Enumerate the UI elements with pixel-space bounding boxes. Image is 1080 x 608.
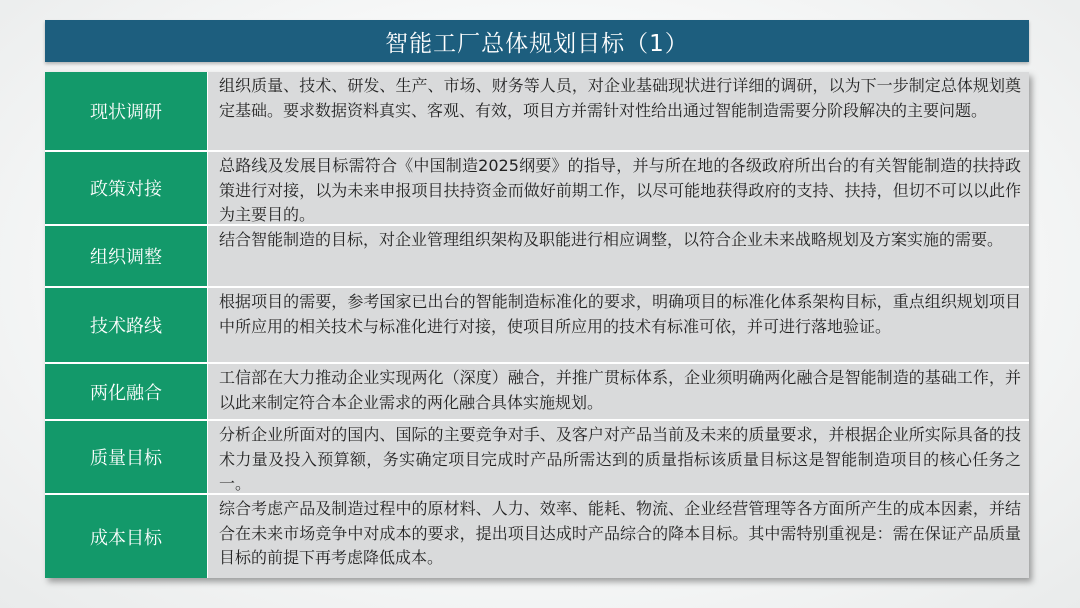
- row-label: 政策对接: [45, 152, 208, 224]
- table-row: [45, 152, 1029, 224]
- table-row: [45, 364, 1029, 419]
- row-label: 技术路线: [45, 288, 208, 362]
- row-label: 现状调研: [45, 72, 208, 150]
- table-row: [45, 226, 1029, 286]
- row-description: 根据项目的需要，参考国家已出台的智能制造标准化的要求，明确项目的标准化体系架构目标，重点组织规划项目中所应用的相关技术与标准化进行对接，使项目所应用的技术有标准可依，并可进行落地验证。: [208, 288, 1029, 362]
- table-row: [45, 495, 1029, 578]
- table-row: [45, 421, 1029, 493]
- row-label: 两化融合: [45, 364, 208, 419]
- row-description: 综合考虑产品及制造过程中的原材料、人力、效率、能耗、物流、企业经营管理等各方面所产生的成本因素，并结合在未来市场竞争中对成本的要求，提出项目达成时产品综合的降本目标。其中需特别重视是：需在保证产品质量目标的前提下再考虑降低成本。: [208, 495, 1029, 578]
- row-description: 总路线及发展目标需符合《中国制造2025纲要》的指导，并与所在地的各级政府所出台的有关智能制造的扶持政策进行对接，以为未来申报项目扶持资金而做好前期工作，以尽可能地获得政府的支持、扶持，但切不可以以此作为主要目的。: [208, 152, 1029, 224]
- row-description: 结合智能制造的目标，对企业管理组织架构及职能进行相应调整，以符合企业未来战略规划及方案实施的需要。: [208, 226, 1029, 286]
- row-label: 质量目标: [45, 421, 208, 493]
- slide-title: 智能工厂总体规划目标（1）: [385, 30, 689, 57]
- planning-table: [45, 72, 1029, 578]
- row-description: 工信部在大力推动企业实现两化（深度）融合，并推广贯标体系，企业须明确两化融合是智能制造的基础工作，并以此来制定符合本企业需求的两化融合具体实施规划。: [208, 364, 1029, 419]
- table-row: [45, 72, 1029, 150]
- row-label: 成本目标: [45, 495, 208, 578]
- row-description: 组织质量、技术、研发、生产、市场、财务等人员，对企业基础现状进行详细的调研，以为下一步制定总体规划奠定基础。要求数据资料真实、客观、有效，项目方并需针对性给出通过智能制造需要分阶段解决的主要问题。: [208, 72, 1029, 150]
- title-bar: [45, 20, 1029, 62]
- row-description: 分析企业所面对的国内、国际的主要竞争对手、及客户对产品当前及未来的质量要求，并根据企业所实际具备的技术力量及投入预算额，务实确定项目完成时产品所需达到的质量指标该质量目标这是智能制造项目的核心任务之一。: [208, 421, 1029, 493]
- row-label: 组织调整: [45, 226, 208, 286]
- table-row: [45, 288, 1029, 362]
